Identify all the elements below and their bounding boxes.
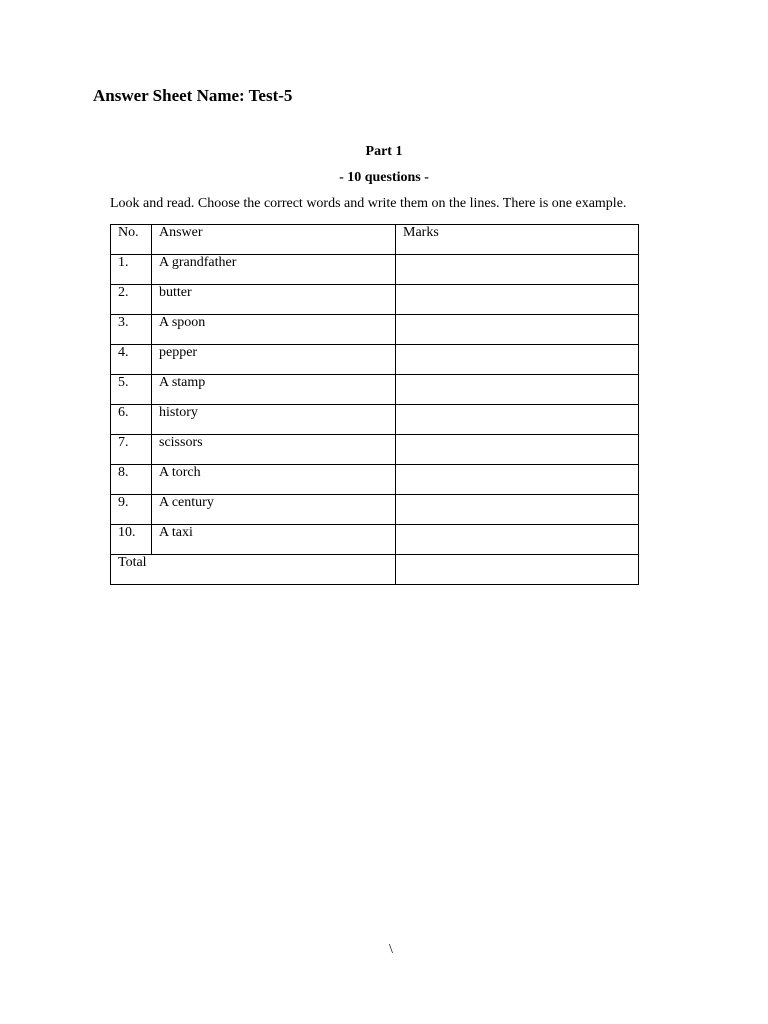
table-row	[111, 375, 639, 405]
table-row	[111, 345, 639, 375]
answer-table	[110, 224, 639, 585]
row-number: 8.	[111, 465, 152, 495]
row-marks-cell[interactable]	[396, 405, 639, 435]
instructions-text: Look and read. Choose the correct words and write them on the lines. There is one example.	[110, 196, 627, 211]
table-row	[111, 465, 639, 495]
row-marks-cell[interactable]	[396, 465, 639, 495]
row-marks-cell[interactable]	[396, 285, 639, 315]
row-marks-cell[interactable]	[396, 255, 639, 285]
row-marks-cell[interactable]	[396, 495, 639, 525]
part-subtitle: - 10 questions -	[339, 170, 429, 185]
table-row	[111, 255, 639, 285]
row-answer: A spoon	[152, 315, 396, 345]
table-row	[111, 525, 639, 555]
row-answer: history	[152, 405, 396, 435]
row-number: 3.	[111, 315, 152, 345]
row-answer: A torch	[152, 465, 396, 495]
table-row	[111, 285, 639, 315]
row-answer: butter	[152, 285, 396, 315]
part-title: Part 1	[365, 144, 403, 159]
row-number: 7.	[111, 435, 152, 465]
row-number: 4.	[111, 345, 152, 375]
row-number: 9.	[111, 495, 152, 525]
row-answer: pepper	[152, 345, 396, 375]
row-number: 1.	[111, 255, 152, 285]
header-answer: Answer	[152, 225, 396, 255]
table-row	[111, 435, 639, 465]
row-number: 5.	[111, 375, 152, 405]
header-no: No.	[111, 225, 152, 255]
row-number: 6.	[111, 405, 152, 435]
row-answer: scissors	[152, 435, 396, 465]
row-answer: A taxi	[152, 525, 396, 555]
row-answer: A stamp	[152, 375, 396, 405]
row-marks-cell[interactable]	[396, 345, 639, 375]
total-row	[111, 555, 639, 585]
row-answer: A century	[152, 495, 396, 525]
total-label: Total	[111, 555, 396, 585]
page-title: Answer Sheet Name: Test-5	[93, 86, 293, 105]
total-marks-cell[interactable]	[396, 555, 639, 585]
row-marks-cell[interactable]	[396, 375, 639, 405]
table-row	[111, 495, 639, 525]
footer-mark: \	[389, 942, 393, 957]
table-row	[111, 405, 639, 435]
row-number: 2.	[111, 285, 152, 315]
table-row	[111, 315, 639, 345]
row-number: 10.	[111, 525, 152, 555]
row-marks-cell[interactable]	[396, 315, 639, 345]
row-answer: A grandfather	[152, 255, 396, 285]
table-header-row	[111, 225, 639, 255]
row-marks-cell[interactable]	[396, 435, 639, 465]
row-marks-cell[interactable]	[396, 525, 639, 555]
header-marks: Marks	[396, 225, 639, 255]
